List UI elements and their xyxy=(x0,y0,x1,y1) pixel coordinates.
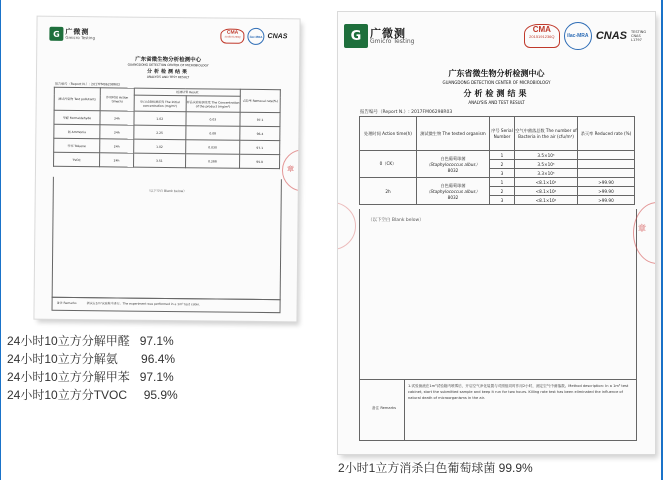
initial-value: 3.51 xyxy=(133,153,185,168)
remarks-label: 备注 Remarks xyxy=(371,406,396,410)
cnas-logo: CNAS xyxy=(267,33,288,41)
col-organism: 测试微生物 The tested organism xyxy=(417,117,490,151)
gmicro-logo xyxy=(49,27,95,41)
reduced-rate: >99.90 xyxy=(578,178,635,187)
cnas-logo: CNAS xyxy=(595,30,627,42)
cma-label: CMA xyxy=(532,25,551,34)
caption-staphylococcus: 2小时1立方消杀白色葡萄球菌 99.9% xyxy=(338,461,533,475)
remarks-label: 备注 Remarks xyxy=(56,300,77,306)
caption-formaldehyde: 24小时10立方分解甲醛 97.1% xyxy=(7,334,174,348)
table-body-area xyxy=(52,177,282,300)
report-number: 报告编号（Report N.）: 2017FM06298R03 xyxy=(360,110,453,115)
col-initial: 空白试验检测浓度 The initial concentration (mg/m³) xyxy=(134,95,186,112)
certification-logos xyxy=(524,22,651,50)
company-name-en: Gmicro Testing xyxy=(65,34,96,40)
official-stamp: 章 xyxy=(633,202,655,264)
col-bacteria-count: 空气中菌落总数 The number of Bacteria in the air (cfu/m³) xyxy=(515,117,578,151)
after-value: 0.030 xyxy=(185,140,240,155)
cma-code: 2015191236Q xyxy=(529,34,555,39)
bacteria-count: 3.3×10⁵ xyxy=(515,169,578,178)
col-action-time: 处理时间 Action time(h) xyxy=(360,117,417,151)
remarks-text: 测试在1m³试验舱中进行。The experiment was performed in a 1m³ test cabin. xyxy=(86,301,201,307)
official-stamp-partial xyxy=(338,202,356,250)
cma-code: 2015191236Q xyxy=(224,35,241,39)
col-time: 作用时间 Action time(h) xyxy=(100,88,134,111)
organism-name-latin: （Staphylococcus albus） xyxy=(426,161,480,167)
company-name-cn: 广微测 xyxy=(65,27,90,36)
action-time: 2h xyxy=(360,178,417,205)
serial-number: 2 xyxy=(490,160,515,169)
result-title-en: ANALYSIS AND TEST RESULT xyxy=(146,74,190,80)
organism-id: 8032 xyxy=(447,167,459,173)
after-value: 0.08 xyxy=(185,126,240,141)
remarks-divider xyxy=(404,380,405,440)
organism-name-cn: 白色葡萄球菌 xyxy=(440,155,466,161)
result-title-cn: 分析检测结果 xyxy=(463,89,530,98)
center-title-en: GUANGDONG DETECTION CENTER OF MICROBIOLOGY xyxy=(442,80,551,85)
cma-logo xyxy=(220,29,244,44)
organism-cell xyxy=(417,178,490,205)
ilac-label: ilac-MRA xyxy=(567,33,589,39)
test-report-1[interactable] xyxy=(34,17,299,322)
table-row xyxy=(360,178,635,187)
caption-toluene: 24小时10立方分解甲苯 97.1% xyxy=(7,370,174,384)
gmicro-logo-icon: G xyxy=(49,27,63,41)
reduced-rate: >99.90 xyxy=(578,196,635,205)
report-number: 报告编号（Report N.）: 2017FM06298R02 xyxy=(54,81,121,87)
pollutant-name: 甲苯 Toluene xyxy=(54,138,100,152)
removal-rate: 97.1 xyxy=(240,140,280,154)
serial-number: 1 xyxy=(490,178,515,187)
organism-name-cn: 白色葡萄球菌 xyxy=(440,182,466,188)
ilac-mra-logo xyxy=(247,28,264,45)
col-after: 样品试验检测浓度 The Concentration of the product (mg/m³) xyxy=(186,96,241,113)
col-pollutant: 测试污染物 Test pollutants xyxy=(54,87,100,110)
after-value: 0.288 xyxy=(185,154,240,169)
certification-logos xyxy=(220,28,287,46)
initial-value: 1.02 xyxy=(134,111,186,126)
pollutant-name: 氨 Ammonia xyxy=(54,124,100,138)
bacteria-count: <8.1×10² xyxy=(515,178,578,187)
after-value: 0.03 xyxy=(186,112,241,127)
serial-number: 2 xyxy=(490,187,515,196)
col-rate: 去除率 Removal rate(%) xyxy=(240,89,280,112)
organism-cell xyxy=(417,151,490,178)
caption-tvoc: 24小时10立方分TVOC 95.9% xyxy=(7,388,178,402)
action-time: 24h xyxy=(99,153,133,167)
removal-rate: 96.4 xyxy=(240,126,280,140)
serial-number: 3 xyxy=(490,169,515,178)
bacteria-count: 3.5×10⁵ xyxy=(515,151,578,160)
gmicro-logo-icon: G xyxy=(344,24,368,48)
ilac-mra-logo xyxy=(564,22,592,50)
blank-below-note: （以下空白 Blank below） xyxy=(146,188,187,194)
organism-id: 8032 xyxy=(447,194,459,200)
col-group: 检测结果 Result xyxy=(134,88,240,96)
center-title-cn: 广东省微生物分析检测中心 xyxy=(135,56,202,64)
cma-logo xyxy=(524,24,560,48)
gmicro-logo xyxy=(344,24,414,48)
remarks-box xyxy=(52,297,281,313)
removal-rate: 97.1 xyxy=(240,112,280,126)
bacteria-count: <8.1×10² xyxy=(515,187,578,196)
ilac-label: ilac-MRA xyxy=(249,34,263,39)
result-title-cn: 分析检测结果 xyxy=(146,68,190,76)
organism-name-latin: （Staphylococcus albus） xyxy=(426,188,480,194)
removal-rate: 95.9 xyxy=(240,154,280,168)
action-time: 0（CK） xyxy=(360,151,417,178)
company-name-cn: 广微测 xyxy=(370,26,406,40)
result-title-en: ANALYSIS AND TEST RESULT xyxy=(468,100,525,105)
cnas-code: TESTING CNAS L1797 xyxy=(631,29,647,43)
blank-below-note: （以下空白 Blank below） xyxy=(368,218,424,223)
reduced-rate xyxy=(578,151,635,160)
page-edge-left xyxy=(0,0,1,480)
col-reduced-rate: 杀灭率 Reduced rate (%) xyxy=(578,117,635,151)
bacteria-count: <8.1×10² xyxy=(515,196,578,205)
action-time: 24h xyxy=(100,125,134,139)
col-serial: 序号 Serial Number xyxy=(490,117,515,151)
initial-value: 1.02 xyxy=(134,139,186,154)
remarks-text: 1.试验菌液在1m³试验箱内喷雾后，开启空气净化装置与对照组同时作用2小时，测定空气中菌落数。Method description: In a 1m³ test cabinet, start the submitted sample and keep it run for two hours. Killing rate test has been eliminated the influence of natural death of microorganisms in the air. xyxy=(408,384,629,400)
test-report-2[interactable] xyxy=(338,12,655,454)
center-title-cn: 广东省微生物分析检测中心 xyxy=(448,69,545,78)
initial-value: 2.25 xyxy=(134,125,186,140)
pollutant-name: TVOC xyxy=(54,152,100,166)
pollutant-name: 甲醛 Formaldehyde xyxy=(54,110,100,124)
table-row xyxy=(54,152,280,168)
company-name-en: Gmicro Testing xyxy=(370,37,415,45)
caption-ammonia: 24小时10立方分解氨 96.4% xyxy=(7,352,176,366)
table-body-area xyxy=(359,209,637,380)
serial-number: 3 xyxy=(490,196,515,205)
reduced-rate xyxy=(578,160,635,169)
action-time: 24h xyxy=(100,139,134,153)
reduced-rate xyxy=(578,169,635,178)
center-title-en: GUANGDONG DETECTION CENTER OF MICROBIOLOGY xyxy=(127,62,209,68)
table-row xyxy=(360,151,635,160)
cma-label: CMA xyxy=(226,29,239,36)
pollutant-table xyxy=(53,87,281,169)
reduced-rate: >99.90 xyxy=(578,187,635,196)
official-stamp: 章 xyxy=(282,149,300,191)
bacteria-count: 3.5×10⁵ xyxy=(515,160,578,169)
remarks-box xyxy=(359,379,637,441)
serial-number: 1 xyxy=(490,151,515,160)
action-time: 24h xyxy=(100,111,134,125)
microbe-table xyxy=(359,116,635,205)
